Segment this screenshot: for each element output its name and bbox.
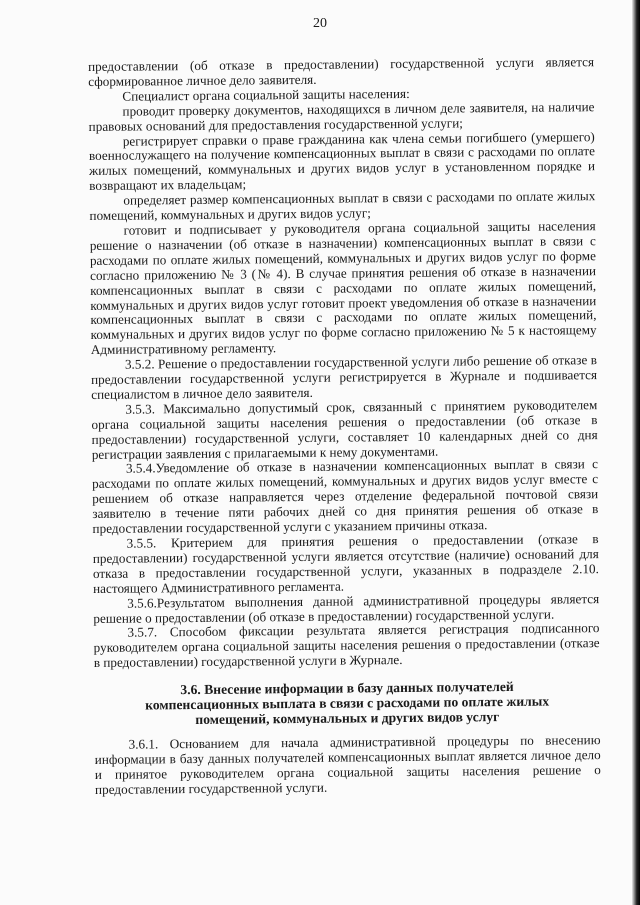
paragraph-3-6-1: 3.6.1. Основанием для начала административной процедуры по внесению информации в базу данных получателей компенсационных выплат является личное дело и принятое руководителем органа социальной защиты населения решение о предоставлении государственной услуги.: [94, 732, 601, 797]
heading-line-2: компенсационных выплата в связи с расходами по оплате жилых: [145, 693, 550, 713]
paragraph-specialist-intro: Специалист органа социальной защиты населения:: [122, 85, 410, 104]
paragraph-3-5-2: 3.5.2. Решение о предоставлении государственной услуги либо решение об отказе в предоставлении государственной услуги регистрируется в Журнале и подшивается специалистом в личное дело заявителя.: [90, 352, 598, 402]
paragraph-prepares-decision: готовит и подписывает у руководителя органа социальной защиты населения решение о назначении (об отказе в назначении) компенсационных выплат в связи с расходами по оплате жилых помещений, коммунальных и других видов услуг по форме согласно приложению № 3 (№ 4). В случае принятия решения об отказе в назначении компенсационных выплат в связи с расходами по оплате жилых помещений, коммунальных и других видов услуг готовит проект уведомления об отказе в назначении компенсационных выплат в связи с расходами по оплате жилых помещений, коммунальных и других видов услуг по форме согласно приложению № 5 к настоящему Административному регламенту.: [89, 218, 597, 358]
paragraph-registers-certificates: регистрирует справки о праве гражданина как члена семьи погибшего (умершего) военнослужащего на получение компенсационных выплат в связи с расходами по оплате жилых помещений, коммунальных и других видов услуг в установленном порядке и возвращают их владельцам;: [88, 128, 596, 194]
paragraph-3-5-4: 3.5.4.Уведомление об отказе в назначении компенсационных выплат в связи с расходами по оплате жилых помещений, коммунальных и других видов услуг вместе с решением об отказе направляется через отделение федеральной почтовой связи заявителю в течение пяти рабочих дней со дня принятия решения об отказе в предоставлении государственной услуги с указанием причины отказа.: [91, 456, 599, 537]
paragraph-3-5-6: 3.5.6.Результатом выполнения данной административной процедуры является решение о предоставлении (об отказе в предоставлении) государственной услуги.: [93, 590, 600, 626]
heading-line-1: 3.6. Внесение информации в базу данных получателей: [180, 679, 514, 698]
paragraph-3-5-3: 3.5.3. Максимально допустимый срок, связанный с принятием руководителем органа социальной защиты населения решения о предоставлении (об отказе в предоставлении) государственной услуги, составляет 10 календарных дней со дня регистрации заявления с прилагаемыми к нему документами.: [91, 396, 598, 462]
paragraph-checks-documents: проводит проверку документов, находящихся в личном деле заявителя, на наличие правовых оснований для предоставления государственной услуги;: [88, 98, 595, 134]
paragraph-continuation: предоставлении (об отказе в предоставлении) государственной услуги является сформированное личное дело заявителя.: [87, 54, 595, 89]
heading-line-3: помещений, коммунальных и других видов услуг: [195, 709, 500, 728]
scan-edge-shadow: [632, 0, 640, 905]
paragraph-3-5-5: 3.5.5. Критерием для принятия решения о предоставлении (отказе в предоставлении) государственной услуги является отсутствие (наличие) оснований для отказа в предоставлении государственной услуги, указанных в подразделе 2.10. настоящего Административного регламента.: [92, 531, 599, 596]
section-heading-3-6: [94, 678, 600, 728]
page-number: 20: [313, 16, 327, 31]
paragraph-determines-amount: определяет размер компенсационных выплат в связи с расходами по оплате жилых помещений, коммунальных и других видов услуг;: [89, 188, 596, 224]
document-body: [88, 55, 601, 798]
paragraph-3-5-7: 3.5.7. Способом фиксации результата является регистрация подписанного руководителем органа социальной защиты населения решения о предоставлении (отказе в предоставлении) государственной услуги в Журнале.: [93, 620, 600, 671]
